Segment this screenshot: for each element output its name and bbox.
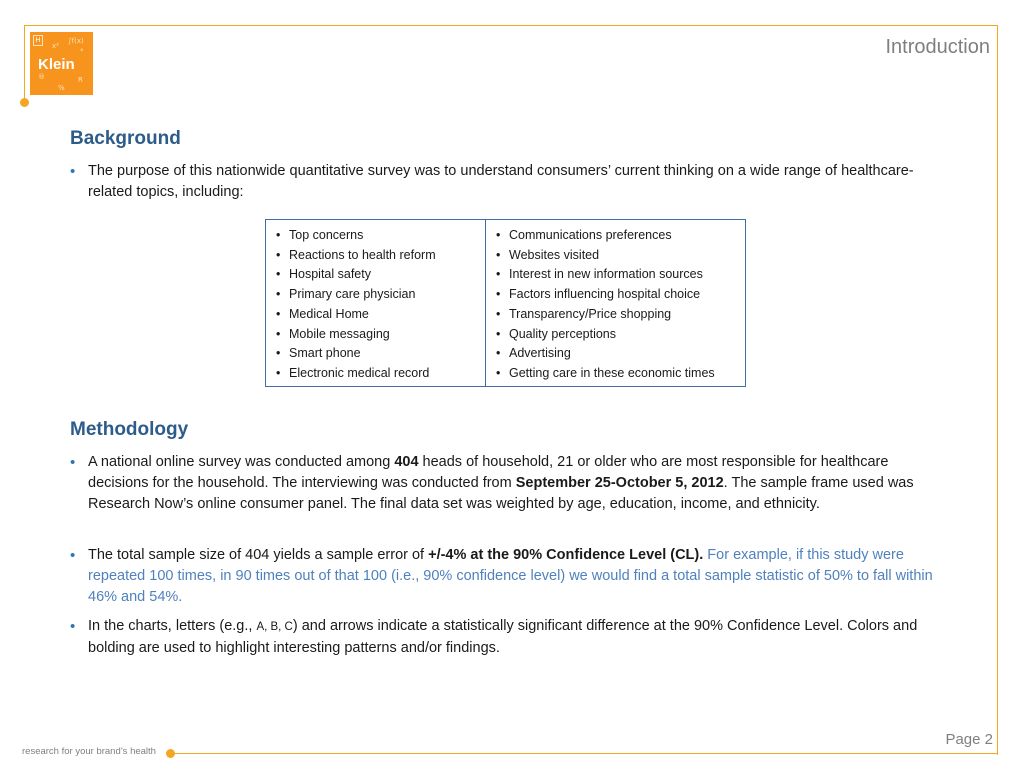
topic-item: • Electronic medical record [276,364,485,384]
topic-item: • Getting care in these economic times [496,364,745,384]
bullet-icon: • [70,618,76,635]
field-dates: September 25-October 5, 2012 [515,475,724,491]
frame-top-line [24,25,998,26]
topic-item: • Quality perceptions [496,325,745,345]
logo-wordmark: Klein [38,56,75,73]
topic-item: • Websites visited [496,246,745,266]
topic-item: • Smart phone [276,344,485,364]
footer-tagline: research for your brand’s health [22,746,156,757]
page-number: Page 2 [945,731,993,748]
topic-item: • Top concerns [276,226,485,246]
frame-dot-left [20,98,29,107]
respondent-count: 404 [394,454,419,470]
topic-item: • Advertising [496,344,745,364]
topic-item: • Reactions to health reform [276,246,485,266]
topics-column-right [486,220,745,386]
significance-letters: A, B, C [256,621,293,633]
page-title: Introduction [885,36,990,58]
topic-item: • Medical Home [276,305,485,325]
bullet-icon: • [70,454,76,471]
methodology-bullet-letters: • In the charts, letters (e.g., A, B, C) and arrows indicate a statistically significant difference at the 90% Confidence Level. Colors and bolding are used to highlight interesting patterns and/or findings. [70,618,918,656]
methodology-bullet-survey: • A national online survey was conducted among 404 heads of household, 21 or older who are most responsible for healthcare decisions for the household. The interviewing was conducted from September 25-October 5, 2012. The sample frame used was Research Now’s online consumer panel. The final data set was weighted by age, education, income, and ethnicity. [70,454,914,512]
topics-column-left [266,220,486,386]
sample-error: +/-4% at the 90% Confidence Level (CL). [428,547,704,563]
logo-element-box: H [33,35,43,46]
topic-item: • Interest in new information sources [496,265,745,285]
bullet-icon: • [70,163,76,180]
bullet-icon: • [70,547,76,564]
confidence-example: For example, if this study were repeated 100 times, in 90 times out of that 100 (i.e., 90% confidence level) we would find a total sample statistic of 50% to fall within 46% and 54%. [88,547,933,605]
frame-left-line [24,25,25,102]
frame-bottom-line [170,753,998,754]
background-heading: Background [70,128,181,149]
topic-item: • Primary care physician [276,285,485,305]
background-bullet: • The purpose of this nationwide quantitative survey was to understand consumers’ current thinking on a wide range of healthcare-related topics, including: [70,163,914,200]
topic-item: • Communications preferences [496,226,745,246]
frame-right-line [997,25,998,755]
topic-item: • Factors influencing hospital choice [496,285,745,305]
topic-item: • Hospital safety [276,265,485,285]
klein-logo: H x² ∫f(x) ° Klein ® R % [30,32,93,95]
frame-dot-bottom [166,749,175,758]
topic-item: • Mobile messaging [276,325,485,345]
topics-table [265,219,746,387]
methodology-heading: Methodology [70,419,189,440]
methodology-bullet-error: • The total sample size of 404 yields a sample error of +/-4% at the 90% Confidence Level (CL). For example, if this study were repeated 100 times, in 90 times out of that 100 (i.e., 90% confidence level) we would find a total sample statistic of 50% to fall within 46% and 54%. [70,547,933,605]
topic-item: • Transparency/Price shopping [496,305,745,325]
